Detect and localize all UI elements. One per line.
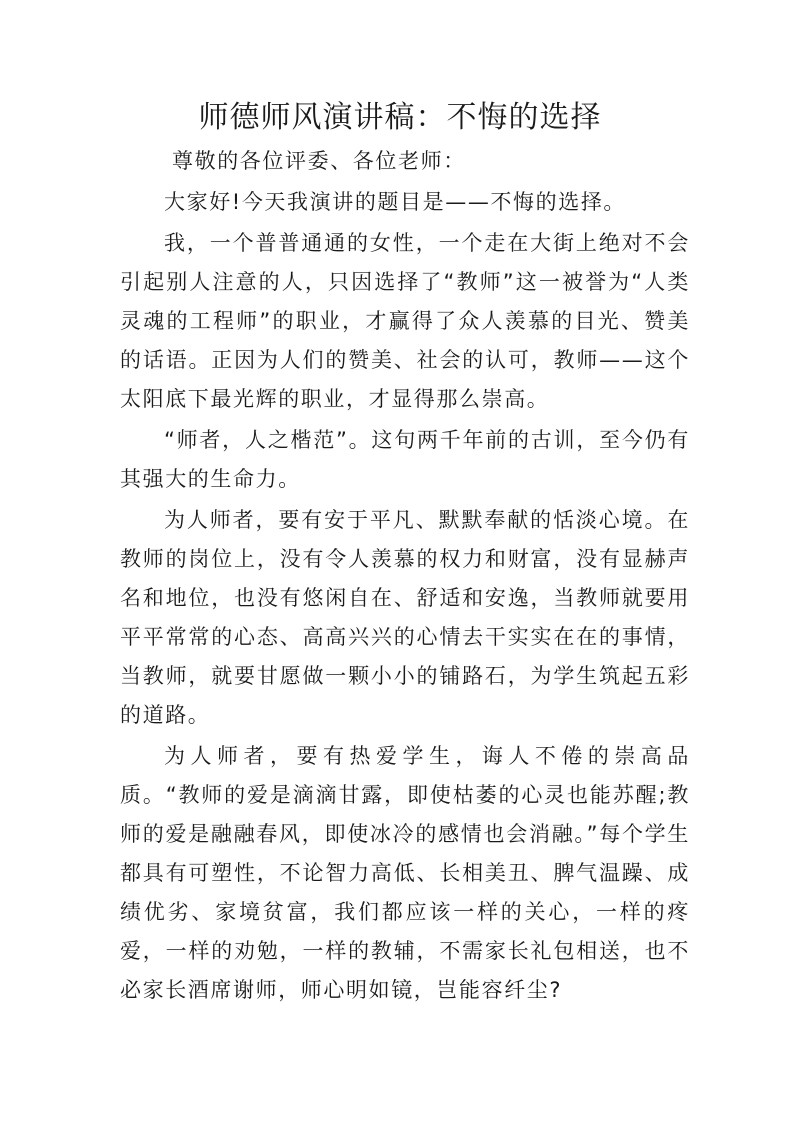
paragraph: 大家好!今天我演讲的题目是——不悔的选择。 <box>164 190 627 214</box>
paragraph: 我，一个普普通通的女性，一个走在大街上绝对不会引起别人注意的人，只因选择了“教师”这一被誉为“人类灵魂的工程师”的职业，才赢得了众人羡慕的目光、赞美的话语。正因为人们的赞美、社会的认可，教师——这个太阳底下最光辉的职业，才显得那么崇高。 <box>120 231 690 411</box>
salutation: 尊敬的各位评委、各位老师： <box>172 149 466 173</box>
paragraph: 为人师者，要有热爱学生，诲人不倦的崇高品质。“教师的爱是滴滴甘露，即使枯萎的心灵也能苏醒;教师的爱是融融春风，即使冰冷的感情也会消融。”每个学生都具有可塑性，不论智力高低、长相美丑、脾气温躁、成绩优劣、家境贫富，我们都应该一样的关心，一样的疼爱，一样的劝勉，一样的教辅，不需家长礼包相送，也不必家长酒席谢师，师心明如镜，岂能容纤尘? <box>120 744 690 1002</box>
paragraph: “师者，人之楷范”。这句两千年前的古训，至今仍有其强大的生命力。 <box>120 428 690 491</box>
document-body <box>120 142 690 1012</box>
document-title: 师德师风演讲稿：不悔的选择 <box>198 100 602 135</box>
paragraph: 为人师者，要有安于平凡、默默奉献的恬淡心境。在教师的岗位上，没有令人羡慕的权力和财富，没有显赫声名和地位，也没有悠闲自在、舒适和安逸，当教师就要用平平常常的心态、高高兴兴的心情去干实实在在的事情，当教师，就要甘愿做一颗小小的铺路石，为学生筑起五彩的道路。 <box>120 508 690 727</box>
